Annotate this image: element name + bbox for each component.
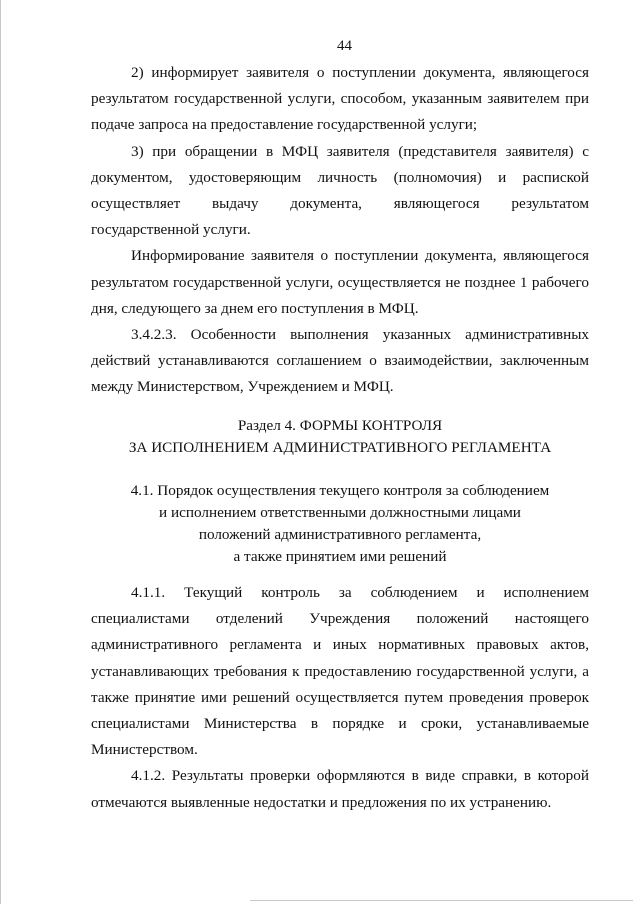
subsection-heading — [91, 480, 589, 568]
subsection-heading-line: 4.1. Порядок осуществления текущего контроля за соблюдением — [130, 482, 550, 499]
section-heading-line: Раздел 4. ФОРМЫ КОНТРОЛЯ — [237, 417, 443, 434]
subsection-heading-line: а также принятием ими решений — [233, 548, 447, 565]
paragraph-informs-applicant: 2) информирует заявителя о поступлении документа, являющегося результатом государственной услуги, способом, указанным заявителем при подаче запроса на предоставление государственной услуги; — [91, 64, 589, 134]
paragraph-mfc-issuance: 3) при обращении в МФЦ заявителя (представителя заявителя) с документом, удостоверяющим личность (полномочия) и распиской осуществляет выдачу документа, являющегося результатом государственной услуги. — [91, 142, 589, 239]
subsection-heading-line: и исполнением ответственными должностными лицами — [159, 504, 521, 521]
scan-artifact-bottom-edge — [250, 900, 633, 901]
section-heading-line: ЗА ИСПОЛНЕНИЕМ АДМИНИСТРАТИВНОГО РЕГЛАМЕНТА — [128, 439, 552, 456]
paragraph-notification-deadline: Информирование заявителя о поступлении документа, являющегося результатом государственной услуги, осуществляется не позднее 1 рабочего дня, следующего за днем его поступления в МФЦ. — [91, 247, 589, 317]
paragraph-4-1-1: 4.1.1. Текущий контроль за соблюдением и исполнением специалистами отделений Учреждения положений настоящего административного регламента и иных нормативных правовых актов, устанавливающих требования к предоставлению государственной услуги, а также принятие ими решений осуществляется путем проведения проверок специалистами Министерства в порядке и сроки, устанавливаемые Министерством. — [91, 584, 589, 759]
subsection-heading-line: положений административного регламента, — [198, 526, 482, 543]
paragraph-3-4-2-3: 3.4.2.3. Особенности выполнения указанных административных действий устанавливаются соглашением о взаимодействии, заключенным между Министерством, Учреждением и МФЦ. — [91, 326, 589, 396]
text-block-bottom — [91, 580, 589, 816]
paragraph-4-1-2: 4.1.2. Результаты проверки оформляются в виде справки, в которой отмечаются выявленные недостатки и предложения по их устранению. — [91, 767, 589, 811]
page-number: 44 — [337, 38, 352, 54]
section-heading — [91, 415, 589, 459]
scan-artifact-left-edge — [0, 0, 1, 904]
text-block-top — [91, 60, 589, 401]
